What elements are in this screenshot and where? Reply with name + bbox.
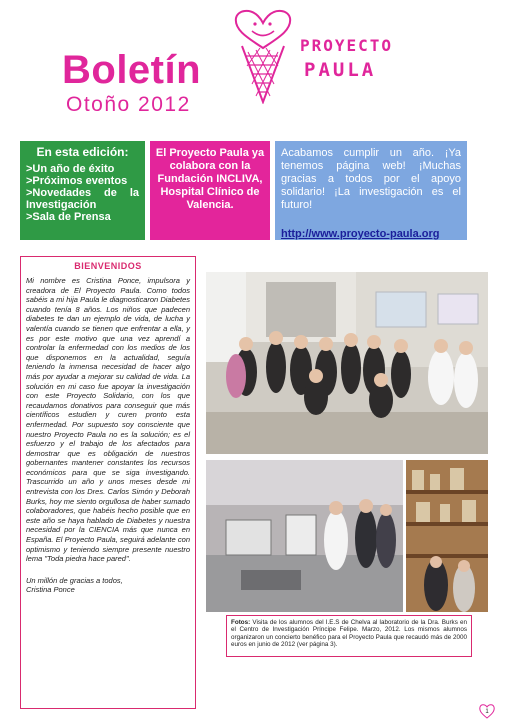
edition-item-1: >Un año de éxito: [26, 163, 115, 175]
newsletter-season: Otoño 2012: [66, 93, 191, 116]
edition-item-4: >Sala de Prensa: [26, 211, 111, 223]
caption-label: Fotos:: [231, 619, 251, 626]
edition-item-3: >Novedades de la: [26, 187, 139, 199]
welcome-heading: BIENVENIDOS: [74, 261, 142, 271]
caption-text: Visita de los alumnos del I.E.S de Chelva al laboratorio de la Dra. Burks en el Centro de Investigación Príncipe Felipe. Marzo, 2012. Los mismos alumnos organizaron un concierto benéfico para el Proyecto Paula que recaudó más de 2000 euros en junio de 2012 (ver página 3).: [231, 619, 468, 649]
incliva-news-box: [150, 141, 270, 240]
logo-wordmark: [300, 36, 393, 82]
shelf-photo: [406, 460, 488, 612]
lab-photo: [206, 460, 403, 612]
heart-icecream-logo-icon: [228, 8, 298, 104]
incliva-news-text: El Proyecto Paula ya colabora con la Fundación INCLIVA, Hospital Clínico de Valencia.: [155, 147, 265, 211]
edition-item-2: >Próximos eventos: [26, 175, 128, 187]
logo-line-1: PROYECTO: [300, 36, 394, 55]
page-number: 1: [485, 709, 489, 715]
edition-item-3-cont: Investigación: [26, 199, 97, 211]
edition-contents-box: [20, 141, 145, 240]
logo-line-2: PAULA: [304, 59, 377, 82]
welcome-signoff: [26, 576, 190, 595]
welcome-thanks: Un millón de gracias a todos,: [26, 575, 123, 585]
newsletter-title: Boletín: [62, 48, 202, 92]
website-link[interactable]: http://www.proyecto-paula.org: [281, 228, 440, 240]
group-photo: [206, 272, 488, 454]
welcome-signature: Cristina Ponce: [26, 585, 75, 595]
edition-contents-heading: En esta edición:: [36, 145, 129, 159]
photo-caption: [226, 615, 472, 657]
anniversary-text: Acabamos cumplir un año. ¡Ya tenemos página web! ¡Muchas gracias a todos por el apoyo solidario! ¡La investigación es el futuro!: [281, 147, 461, 211]
welcome-article: [20, 256, 196, 709]
anniversary-box: [275, 141, 467, 240]
welcome-body: Mi nombre es Cristina Ponce, impulsora y creadora de El Proyecto Paula. Como todos sabéis a mi hija Paula le diagnosticaron Diabetes cuando tenía 8 años. Los niños que padecen diabetes te dan un ejemplo de vida, de lucha y valentía cuando se tienen que enfrentar a ella, y es por este motivo que una vez aprendí a controlar la enfermedad con los medios de los que disponemos en la actualidad, seguía teniendo la inmensa necesidad de hacer algo más por ayudar a mejorar su calidad de vida. La solución en mi caso fue apoyar la investigación con este Proyecto Solidario, con los que recaudamos donativos para conseguir que más científicos estudien y curen pronto esta enfermedad. Por supuesto soy consciente que nuestro Proyecto Paula no es la solución; es el esfuerzo y el trabajo de los afectados para demostrar que es obligación de nuestros gobernantes mantener constantes los recursos económicos para que se siga investigando. Trascurrido un año y unos meses desde mi entrevista con los Dres. Carlos Simón y Deborah Burks, hoy me siento orgullosa de haber sumado colaboradores, que habéis hecho posible que en este año se haya hablado de Diabetes y nuestra necesidad por la CIENCIA más que nunca en España. El Proyecto Paula, seguirá adelante con optimismo y teniendo siempre presente nuestro lema "Toda piedra hace pared".: [26, 276, 190, 564]
page-number-heart-icon: [478, 702, 496, 720]
